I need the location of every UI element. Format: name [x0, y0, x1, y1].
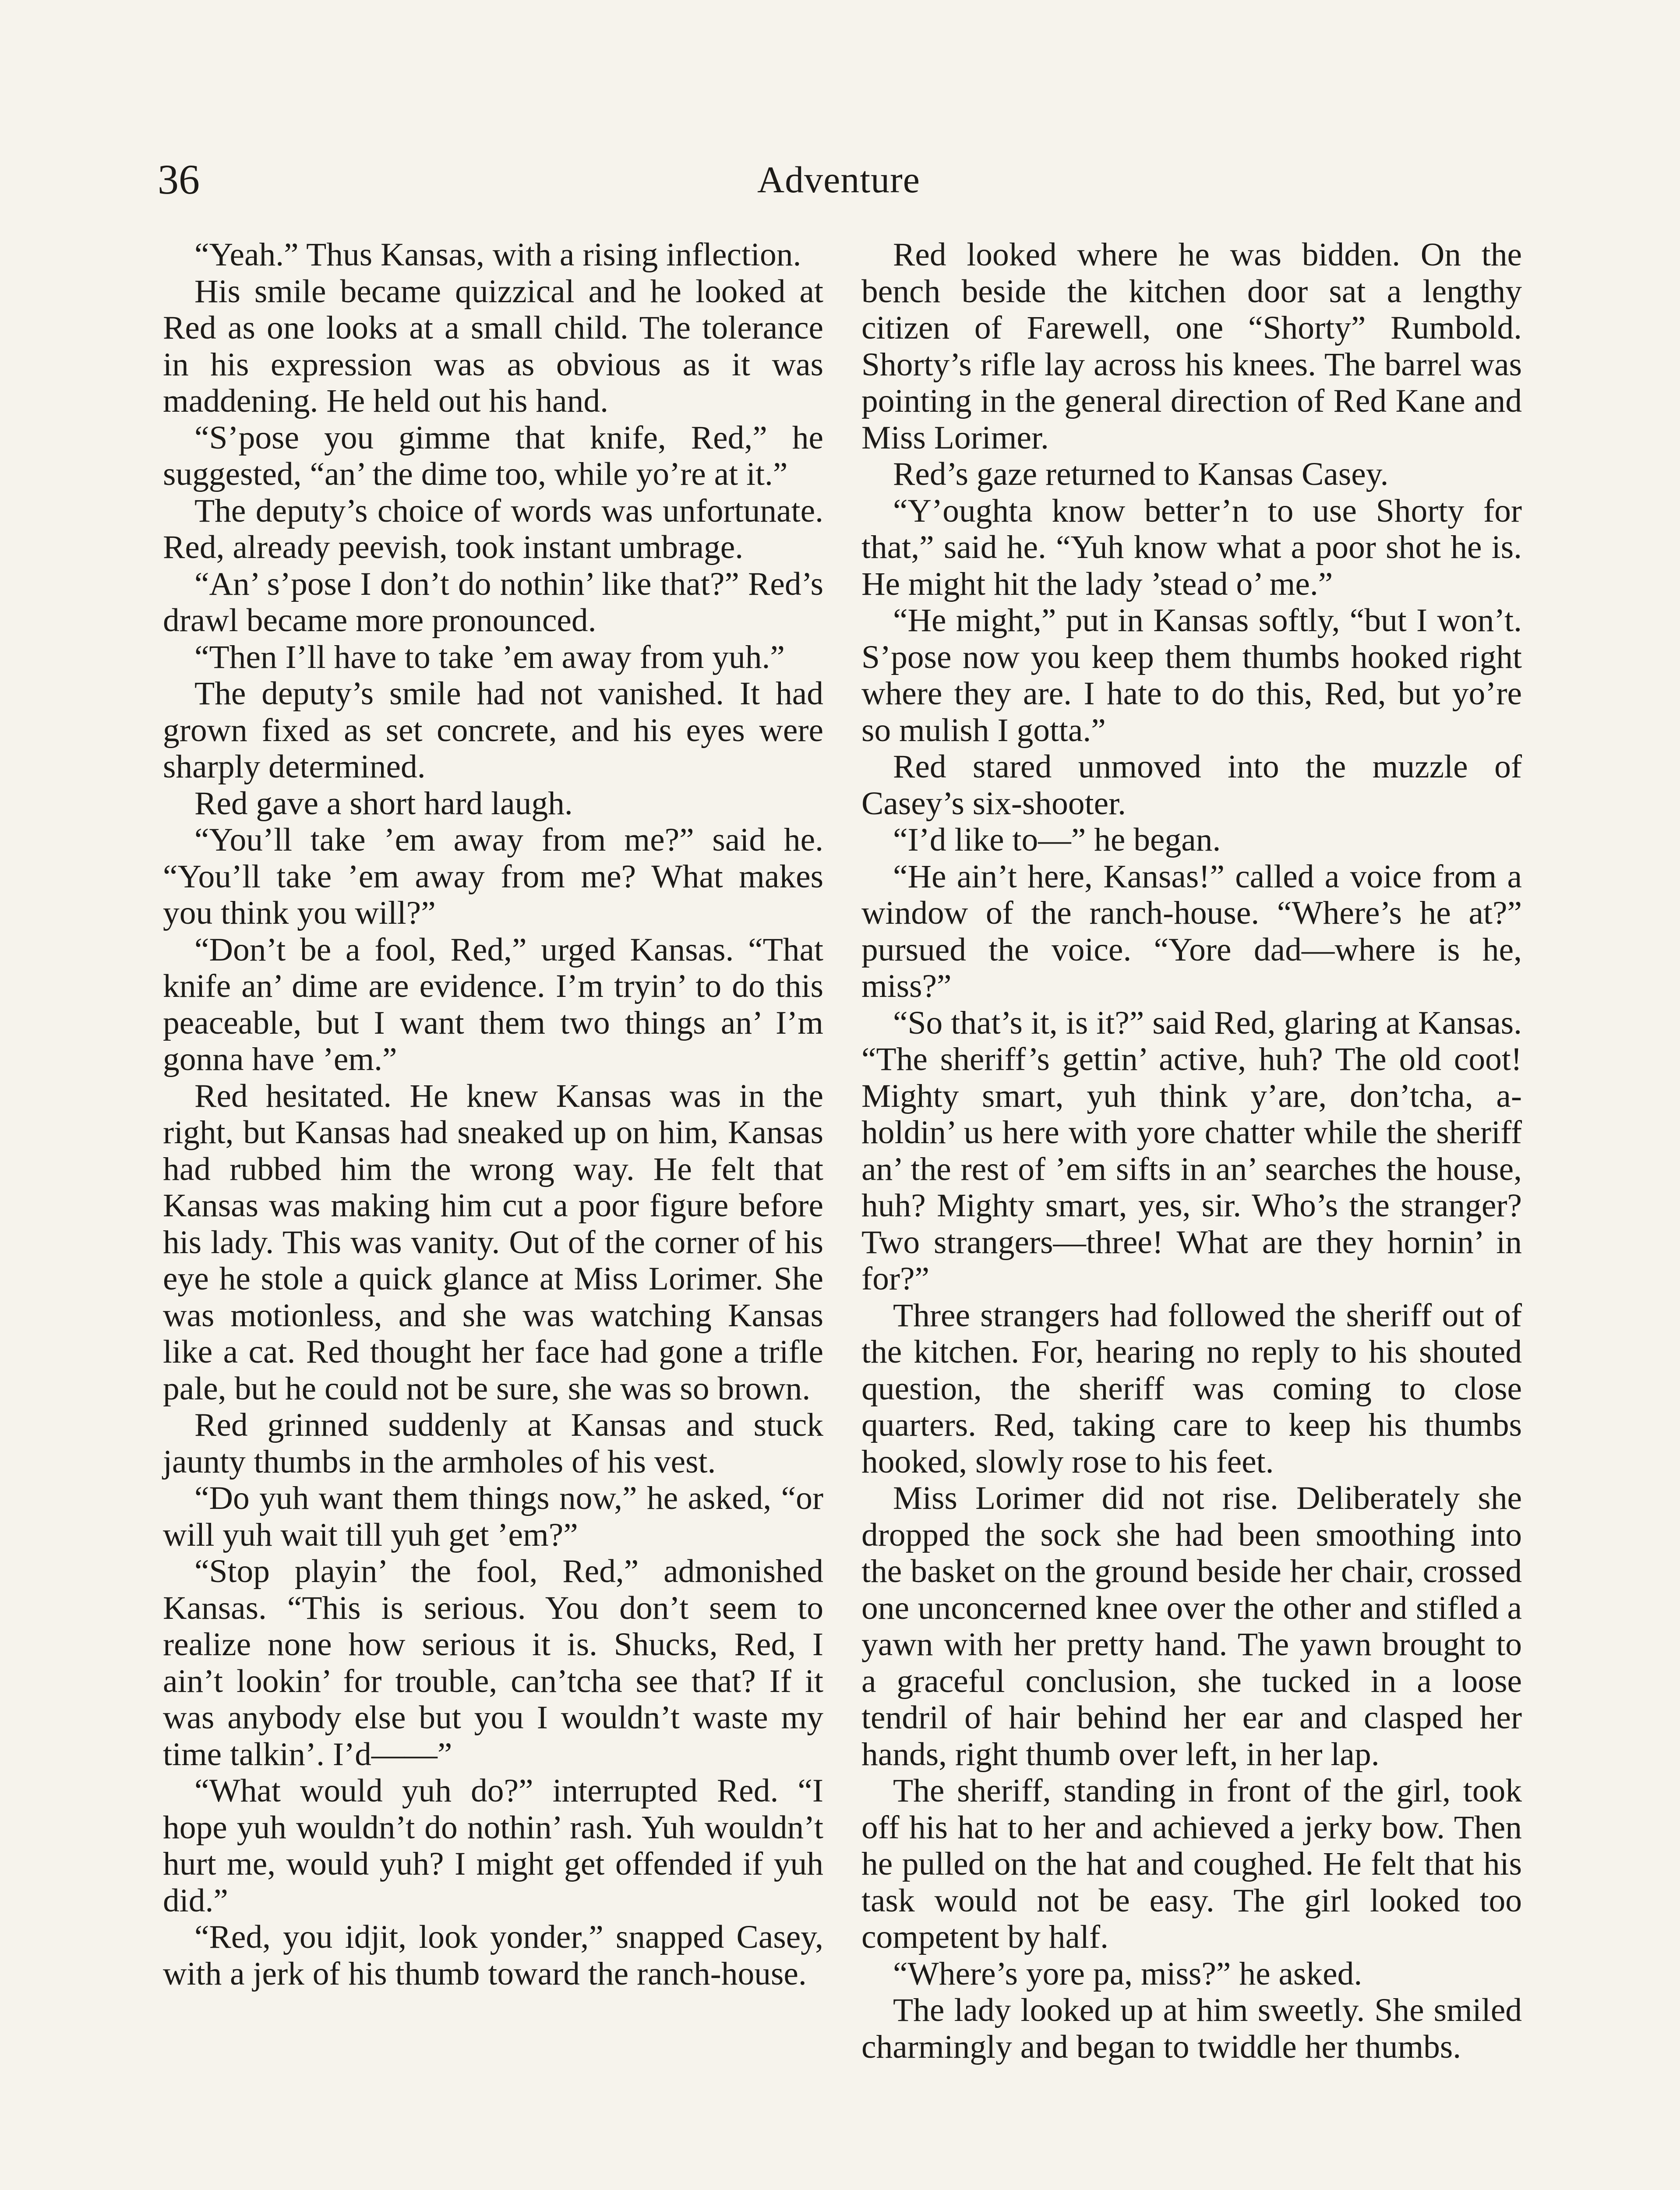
paragraph: “Then I’ll have to take ’em away from yuh.”: [194, 639, 785, 675]
right-column: [861, 237, 1522, 2065]
paragraph: “Don’t be a fool, Red,” urged Kansas. “That knife an’ dime are evidence. I’m tryin’ to do this peaceable, but I want them two things an’ I’m gonna have ’em.”: [163, 931, 823, 1077]
paragraph: “I’d like to—” he began.: [893, 822, 1221, 858]
paragraph: “Stop playin’ the fool, Red,” admonished Kansas. “This is serious. You don’t seem to realize none how serious it is. Shucks, Red, I ain’t lookin’ for trouble, can’tcha see that? If it was anybody else but you I wouldn’t waste my time talkin’. I’d——”: [163, 1553, 823, 1773]
paragraph: The lady looked up at him sweetly. She smiled charmingly and began to twiddle her thumbs.: [861, 1992, 1522, 2065]
paragraph: Red looked where he was bidden. On the bench beside the kitchen door sat a lengthy citizen of Farewell, one “Shorty” Rumbold. Shorty’s rifle lay across his knees. The barrel was pointing in the general direction of Red Kane and Miss Lorimer.: [861, 237, 1522, 456]
left-column: [163, 237, 823, 1992]
paragraph: “Y’oughta know better’n to use Shorty for that,” said he. “Yuh know what a poor shot he is. He might hit the lady ’stead o’ me.”: [861, 492, 1522, 602]
paragraph: Miss Lorimer did not rise. Deliberately she dropped the sock she had been smoothing into the basket on the ground beside her chair, crossed one unconcerned knee over the other and stifled a yawn with her pretty hand. The yawn brought to a graceful conclusion, she tucked in a loose tendril of hair behind her ear and clasped her hands, right thumb over left, in her lap.: [861, 1480, 1522, 1773]
paragraph: “So that’s it, is it?” said Red, glaring at Kansas. “The sheriff’s gettin’ active, huh? The old coot! Mighty smart, yuh think y’are, don’tcha, a-holdin’ us here with yore chatter while the sheriff an’ the rest of ’em sifts in an’ searches the house, huh? Mighty smart, yes, sir. Who’s the stranger? Two strangers—three! What are they hornin’ in for?”: [861, 1004, 1522, 1297]
paragraph: “Red, you idjit, look yonder,” snapped Casey, with a jerk of his thumb toward the ranch-house.: [163, 1919, 823, 1992]
paragraph: “What would yuh do?” interrupted Red. “I hope yuh wouldn’t do nothin’ rash. Yuh wouldn’t hurt me, would yuh? I might get offended if yuh did.”: [163, 1773, 823, 1919]
page-header: [158, 149, 1520, 210]
paragraph: “S’pose you gimme that knife, Red,” he suggested, “an’ the dime too, while yo’re at it.”: [163, 419, 823, 492]
page-number: 36: [158, 156, 200, 203]
paragraph: “He might,” put in Kansas softly, “but I won’t. S’pose now you keep them thumbs hooked right where they are. I hate to do this, Red, but yo’re so mulish I gotta.”: [861, 602, 1522, 749]
paragraph: Red gave a short hard laugh.: [194, 785, 573, 822]
paragraph: Red stared unmoved into the muzzle of Casey’s six-shooter.: [861, 749, 1522, 822]
paragraph: The sheriff, standing in front of the girl, took off his hat to her and achieved a jerky bow. Then he pulled on the hat and coughed. He felt that his task would not be easy. The girl looked too competent by half.: [861, 1773, 1522, 1955]
paragraph: “You’ll take ’em away from me?” said he. “You’ll take ’em away from me? What makes you think you will?”: [163, 822, 823, 931]
paragraph: “Do yuh want them things now,” he asked, “or will yuh wait till yuh get ’em?”: [163, 1480, 823, 1553]
paragraph: “He ain’t here, Kansas!” called a voice from a window of the ranch-house. “Where’s he at?” pursued the voice. “Yore dad—where is he, miss?”: [861, 858, 1522, 1004]
paragraph: Red grinned suddenly at Kansas and stuck jaunty thumbs in the armholes of his vest.: [163, 1407, 823, 1480]
paragraph: “An’ s’pose I don’t do nothin’ like that?” Red’s drawl became more pronounced.: [163, 565, 823, 639]
paragraph: The deputy’s choice of words was unfortunate. Red, already peevish, took instant umbrage.: [163, 492, 823, 565]
paragraph: The deputy’s smile had not vanished. It had grown fixed as set concrete, and his eyes were sharply determined.: [163, 675, 823, 785]
running-title: Adventure: [757, 159, 920, 201]
paragraph: “Yeah.” Thus Kansas, with a rising inflection.: [194, 237, 801, 273]
paragraph: His smile became quizzical and he looked at Red as one looks at a small child. The tolerance in his expression was as obvious as it was maddening. He held out his hand.: [163, 273, 823, 419]
paragraph: “Where’s yore pa, miss?” he asked.: [893, 1955, 1362, 1992]
paragraph: Red’s gaze returned to Kansas Casey.: [893, 456, 1389, 492]
paragraph: Three strangers had followed the sheriff out of the kitchen. For, hearing no reply to his shouted question, the sheriff was coming to close quarters. Red, taking care to keep his thumbs hooked, slowly rose to his feet.: [861, 1297, 1522, 1480]
paragraph: Red hesitated. He knew Kansas was in the right, but Kansas had sneaked up on him, Kansas had rubbed him the wrong way. He felt that Kansas was making him cut a poor figure before his lady. This was vanity. Out of the corner of his eye he stole a quick glance at Miss Lorimer. She was motionless, and she was watching Kansas like a cat. Red thought her face had gone a trifle pale, but he could not be sure, she was so brown.: [163, 1077, 823, 1407]
